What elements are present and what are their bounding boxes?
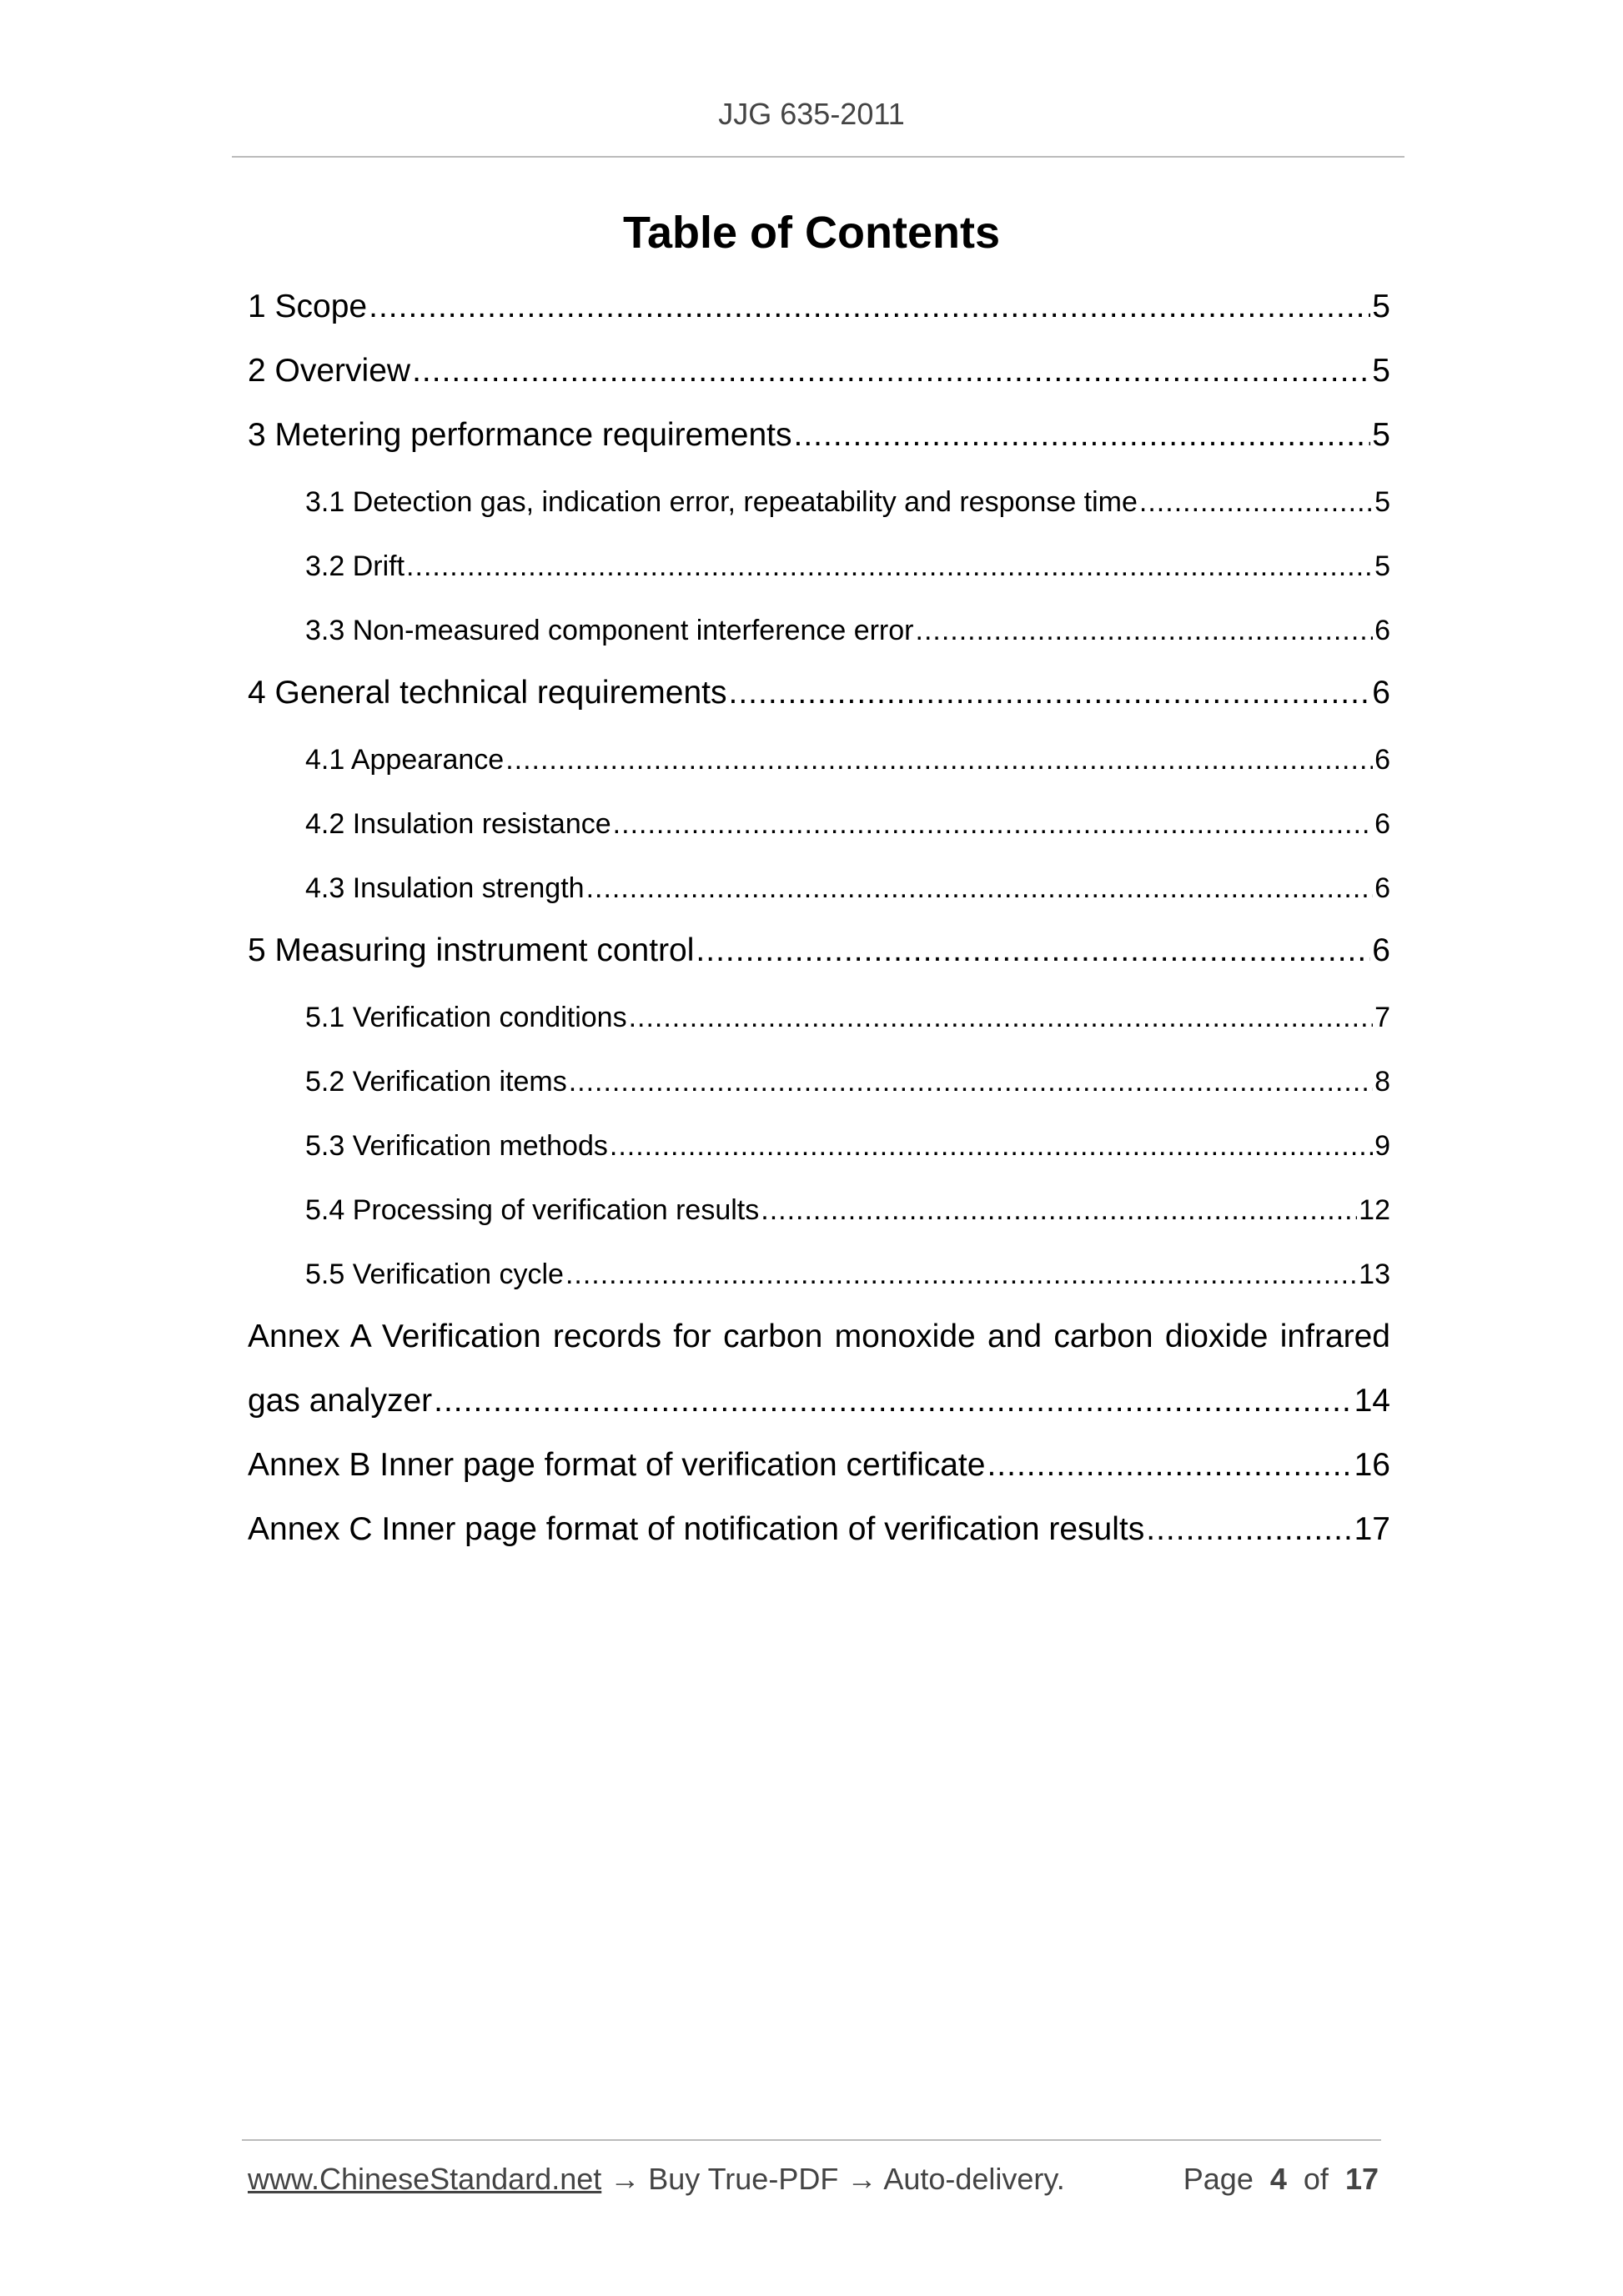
dot-leader xyxy=(610,1130,1373,1163)
toc-entry-page: 5 xyxy=(1372,353,1390,389)
toc-entry-label: 4 General technical requirements xyxy=(248,675,727,711)
toc-entry-general-technical[interactable] xyxy=(248,675,1390,711)
dot-leader xyxy=(412,353,1370,389)
toc-entry-page: 5 xyxy=(1372,417,1390,453)
toc-entry-page: 9 xyxy=(1374,1130,1390,1162)
toc-entry-page: 14 xyxy=(1354,1383,1390,1419)
toc-entry-page: 6 xyxy=(1372,932,1390,968)
page-title: Table of Contents xyxy=(623,208,1000,258)
dot-leader xyxy=(565,1259,1357,1291)
toc-entry-label: 4.2 Insulation resistance xyxy=(305,808,611,840)
toc-entry-page: 8 xyxy=(1374,1066,1390,1098)
promo-text: → Buy True-PDF → Auto-delivery. xyxy=(601,2162,1065,2196)
toc-entry-annex-c[interactable] xyxy=(248,1511,1390,1548)
toc-entry-3-1[interactable] xyxy=(305,486,1390,519)
toc-entry-label: 3.3 Non-measured component interference error xyxy=(305,615,914,646)
toc-entry-page: 17 xyxy=(1354,1511,1390,1547)
dot-leader xyxy=(369,289,1370,325)
toc-entry-page: 7 xyxy=(1374,1002,1390,1033)
toc-entry-instrument-control[interactable] xyxy=(248,932,1390,969)
footer-divider xyxy=(242,2139,1381,2141)
toc-entry-label: 5.4 Processing of verification results xyxy=(305,1194,760,1226)
toc-entry-label: 5 Measuring instrument control xyxy=(248,932,695,968)
toc-entry-label: 3 Metering performance requirements xyxy=(248,417,792,453)
toc-entry-label: gas analyzer xyxy=(248,1383,433,1419)
toc-entry-label: Annex B Inner page format of verification certificate xyxy=(248,1447,986,1483)
dot-leader xyxy=(916,615,1374,647)
toc-entry-4-3[interactable] xyxy=(305,872,1390,905)
toc-entry-5-1[interactable] xyxy=(305,1002,1390,1034)
current-page-number: 4 xyxy=(1269,2162,1287,2196)
toc-entry-page: 12 xyxy=(1359,1194,1390,1226)
toc-entry-label: 2 Overview xyxy=(248,353,411,389)
dot-leader xyxy=(569,1066,1373,1098)
dot-leader xyxy=(696,932,1370,969)
toc-entry-annex-a-line2[interactable] xyxy=(248,1383,1390,1419)
of-word: of xyxy=(1303,2162,1329,2196)
toc-entry-scope[interactable] xyxy=(248,289,1390,325)
toc-entry-page: 16 xyxy=(1354,1447,1390,1483)
total-page-count: 17 xyxy=(1344,2162,1379,2196)
site-link[interactable]: www.ChineseStandard.net xyxy=(248,2162,602,2196)
toc-entry-page: 6 xyxy=(1374,744,1390,776)
dot-leader xyxy=(434,1383,1352,1419)
dot-leader xyxy=(793,417,1370,454)
dot-leader xyxy=(761,1194,1357,1227)
dot-leader xyxy=(1139,486,1373,519)
toc-entry-5-4[interactable] xyxy=(305,1194,1390,1227)
dot-leader xyxy=(505,744,1373,776)
toc-entry-page: 6 xyxy=(1374,808,1390,840)
toc-entry-3-3[interactable] xyxy=(305,615,1390,647)
toc-entry-annex-b[interactable] xyxy=(248,1447,1390,1484)
running-header: JJG 635-2011 xyxy=(718,97,905,131)
toc-entry-5-2[interactable] xyxy=(305,1066,1390,1098)
toc-entry-page: 5 xyxy=(1374,550,1390,582)
toc-entry-page: 5 xyxy=(1374,486,1390,518)
toc-entry-overview[interactable] xyxy=(248,353,1390,389)
toc-entry-metering-performance[interactable] xyxy=(248,417,1390,454)
dot-leader xyxy=(629,1002,1374,1034)
toc-entry-annex-a-line1[interactable]: Annex A Verification records for carbon monoxide and carbon dioxide infrared xyxy=(248,1319,1390,1354)
dot-leader xyxy=(728,675,1370,711)
toc-entry-page: 5 xyxy=(1372,289,1390,324)
page-word: Page xyxy=(1183,2162,1254,2196)
dot-leader xyxy=(586,872,1374,905)
toc-entry-label: 3.2 Drift xyxy=(305,550,405,582)
page-indicator xyxy=(1183,2162,1379,2197)
toc-entry-4-1[interactable] xyxy=(305,744,1390,776)
toc-entry-label: 1 Scope xyxy=(248,289,368,324)
dot-leader xyxy=(613,808,1373,841)
header-divider xyxy=(232,156,1404,158)
toc-entry-label: Annex C Inner page format of notification of verification results xyxy=(248,1511,1145,1547)
dot-leader xyxy=(1146,1511,1352,1548)
toc-entry-label: 5.3 Verification methods xyxy=(305,1130,608,1162)
toc-entry-label: 5.2 Verification items xyxy=(305,1066,567,1098)
dot-leader xyxy=(987,1447,1352,1484)
page-footer xyxy=(248,2162,1379,2197)
toc-entry-label: 4.1 Appearance xyxy=(305,744,505,776)
dot-leader xyxy=(406,550,1373,583)
toc-entry-label: 4.3 Insulation strength xyxy=(305,872,585,904)
toc-entry-5-5[interactable] xyxy=(305,1259,1390,1291)
toc-entry-3-2[interactable] xyxy=(305,550,1390,583)
toc-entry-page: 6 xyxy=(1374,872,1390,904)
toc-entry-label: 5.5 Verification cycle xyxy=(305,1259,564,1290)
toc-entry-label: 3.1 Detection gas, indication error, repeatability and response time xyxy=(305,486,1138,518)
toc-entry-page: 6 xyxy=(1372,675,1390,711)
toc-entry-page: 6 xyxy=(1374,615,1390,646)
toc-entry-page: 13 xyxy=(1359,1259,1390,1290)
toc-entry-label: 5.1 Verification conditions xyxy=(305,1002,627,1033)
toc-entry-5-3[interactable] xyxy=(305,1130,1390,1163)
toc-entry-4-2[interactable] xyxy=(305,808,1390,841)
